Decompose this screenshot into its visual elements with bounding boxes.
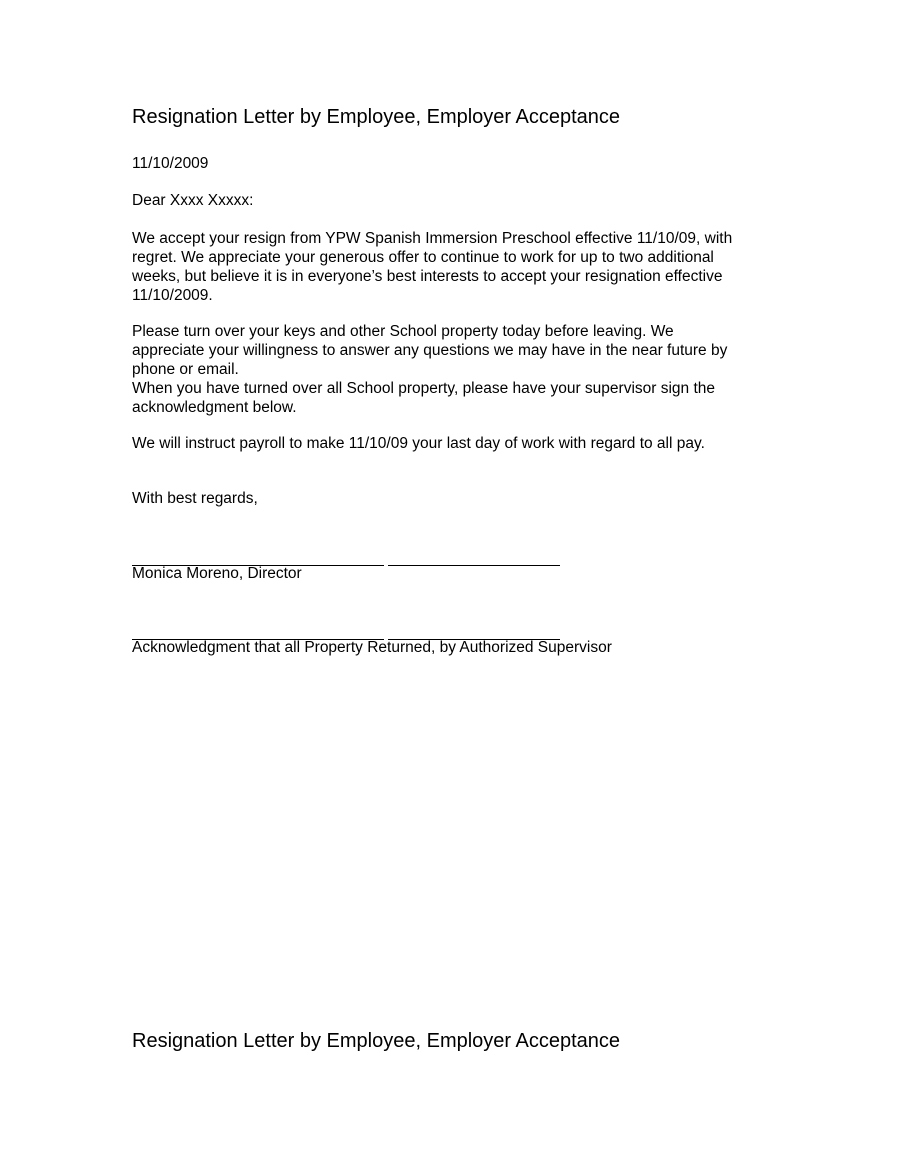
paragraph-line: We accept your resign from YPW Spanish Immersion Preschool effective 11/10/09, with: [132, 230, 733, 247]
paragraph-line: When you have turned over all School property, please have your supervisor sign the: [132, 380, 716, 397]
paragraph-line: acknowledgment below.: [132, 399, 297, 416]
paragraph-line: weeks, but believe it is in everyone’s best interests to accept your resignation effective: [132, 268, 723, 285]
paragraph-payroll: We will instruct payroll to make 11/10/09 your last day of work with regard to all pay.: [132, 435, 705, 452]
letter-date: 11/10/2009: [132, 155, 209, 172]
signature-caption-director: Monica Moreno, Director: [132, 565, 302, 582]
date-rule: [388, 551, 560, 566]
paragraph-line: regret. We appreciate your generous offer to continue to work for up to two additional: [132, 249, 714, 266]
paragraph-acceptance: [132, 229, 772, 305]
paragraph-line: phone or email.: [132, 361, 239, 378]
paragraph-line: appreciate your willingness to answer any questions we may have in the near future by: [132, 342, 728, 359]
footer-title: Resignation Letter by Employee, Employer Acceptance: [132, 1030, 621, 1052]
paragraph-line: 11/10/2009.: [132, 287, 213, 304]
closing: With best regards,: [132, 490, 258, 507]
salutation: Dear Xxxx Xxxxx:: [132, 192, 254, 209]
document-title: Resignation Letter by Employee, Employer Acceptance: [132, 106, 621, 128]
paragraph-line: Please turn over your keys and other School property today before leaving. We: [132, 323, 674, 340]
signature-caption-supervisor: Acknowledgment that all Property Returned, by Authorized Supervisor: [132, 639, 612, 656]
paragraph-property-return: [132, 322, 772, 417]
